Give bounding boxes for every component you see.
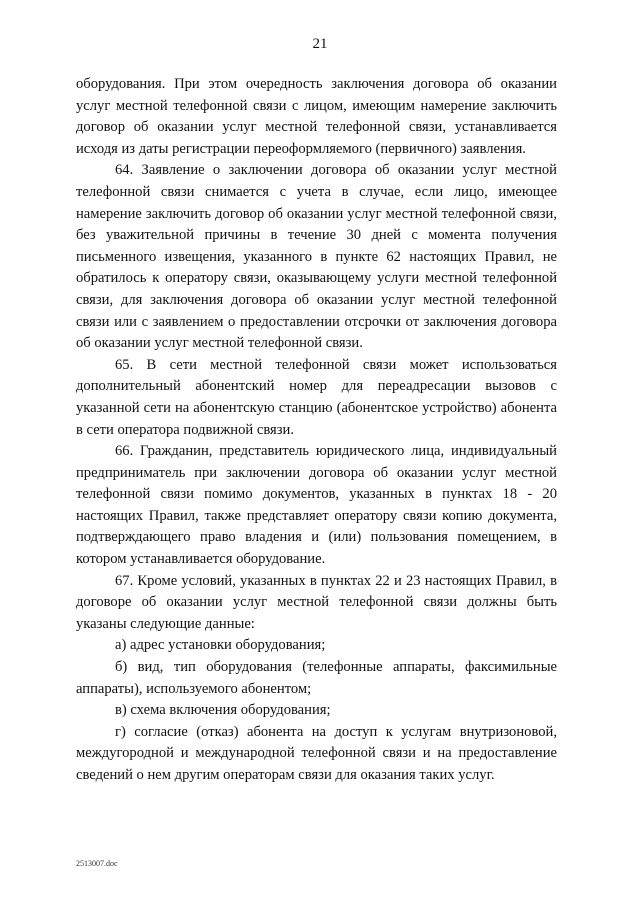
list-item-b: б) вид, тип оборудования (телефонные аппараты, факсимильные аппараты), используемого абонентом; bbox=[76, 659, 557, 697]
paragraph-65: 65. В сети местной телефонной связи может использоваться дополнительный абонентский номер для переадресации вызовов с указанной сети на абонентскую станцию (абонентское устройство) абонента в сети оператора подвижной связи. bbox=[76, 356, 557, 438]
list-item-v: в) схема включения оборудования; bbox=[115, 702, 331, 719]
list-item-a: а) адрес установки оборудования; bbox=[115, 637, 326, 654]
list-item-g: г) согласие (отказ) абонента на доступ к услугам внутризоновой, междугородной и международной телефонной связи и на предоставление сведений о нем другим операторам связи для оказания таких услуг. bbox=[76, 723, 557, 783]
document-body bbox=[76, 74, 557, 787]
paragraph-continuation: оборудования. При этом очередность заключения договора об оказании услуг местной телефонной связи с лицом, имеющим намерение заключить договор об оказании услуг местной телефонной связи, устанавливается исходя из даты регистрации переоформляемого (первичного) заявления. bbox=[76, 76, 557, 157]
paragraph-64: 64. Заявление о заключении договора об оказании услуг местной телефонной связи снимается с учета в случае, если лицо, имеющее намерение заключить договор об оказании услуг местной телефонной связи, без уважительной причины в течение 30 дней с момента получения письменного извещения, указанного в пункте 62 настоящих Правил, не обратилось к оператору связи, оказывающему услуги местной телефонной связи, для заключения договора об оказании услуг местной телефонной связи или с заявлением о предоставлении отсрочки от заключения договора об оказании услуг местной телефонной связи. bbox=[76, 162, 557, 352]
page-number: 21 bbox=[312, 36, 328, 52]
paragraph-66: 66. Гражданин, представитель юридического лица, индивидуальный предприниматель при заключении договора об оказании услуг местной телефонной связи помимо документов, указанных в пунктах 18 - 20 настоящих Правил, также представляет оператору связи копию документа, подтверждающего право владения и (или) пользования помещением, в котором устанавливается оборудование. bbox=[76, 443, 557, 568]
paragraph-67: 67. Кроме условий, указанных в пунктах 22 и 23 настоящих Правил, в договоре об оказании услуг местной телефонной связи должны быть указаны следующие данные: bbox=[76, 572, 557, 632]
footer-filename: 2513007.doc bbox=[76, 859, 118, 868]
